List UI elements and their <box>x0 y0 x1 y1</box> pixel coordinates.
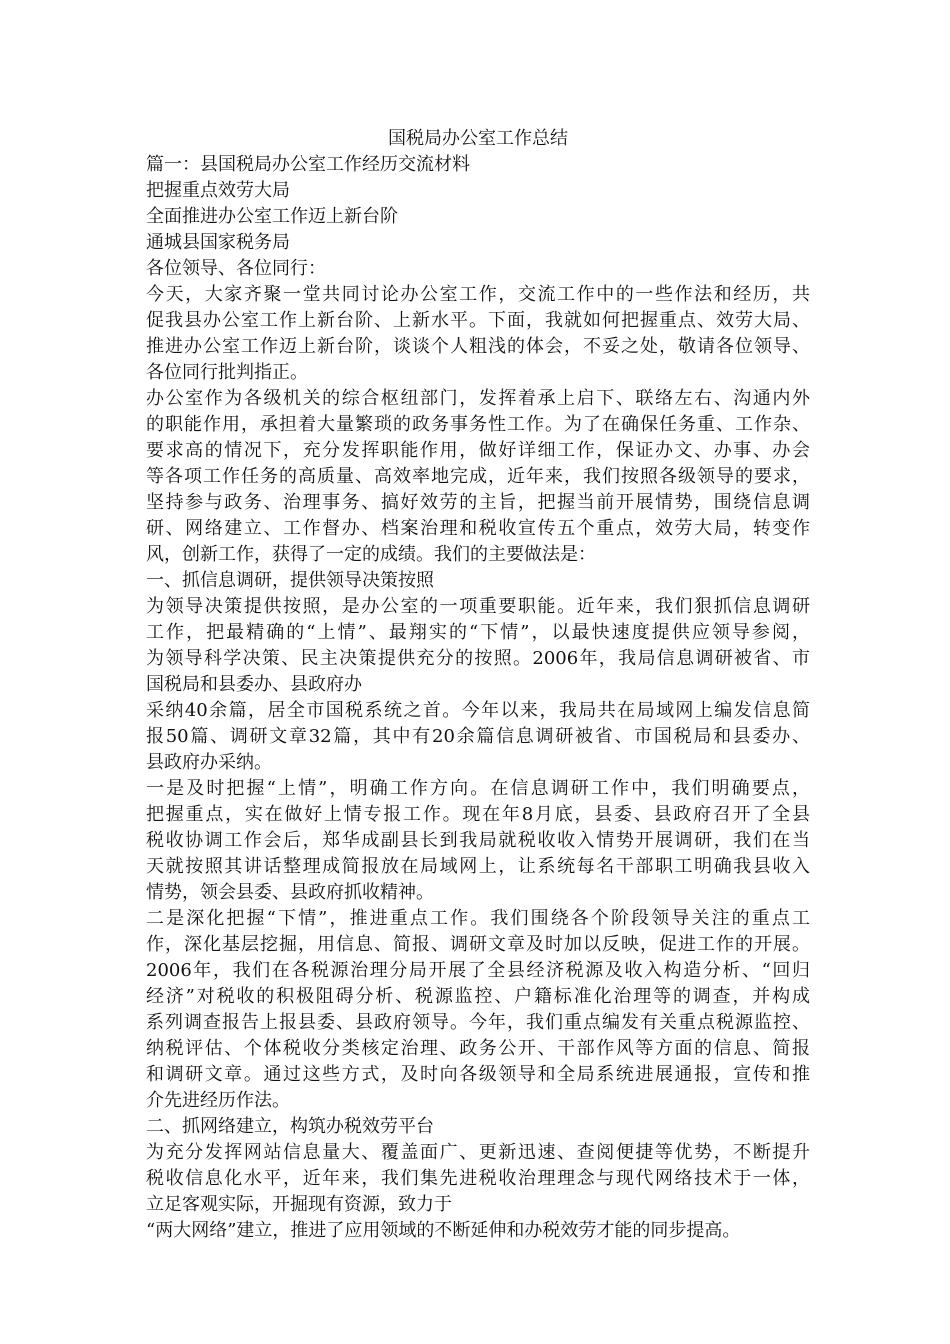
body-line: 坚持参与政务、治理事务、搞好效劳的主旨，把握当前开展情势，围绕信息调 <box>146 492 810 513</box>
body-line: 作，深化基层挖掘，用信息、简报、调研文章及时加以反映，促进工作的开展。 <box>146 934 810 955</box>
section-heading: 一、抓信息调研，提供领导决策按照 <box>146 570 434 591</box>
body-line: 天就按照其讲话整理成简报放在局域网上，让系统每名干部职工明确我县收入 <box>146 856 810 877</box>
section-heading: 篇一：县国税局办公室工作经历交流材料 <box>146 154 470 175</box>
body-line: 县政府办采纳。 <box>146 752 272 773</box>
document-page <box>146 126 810 1244</box>
body-line: 纳税评估、个体税收分类核定治理、政务公开、干部作风等方面的信息、简报 <box>146 1038 810 1059</box>
body-line: 情势，领会县委、县政府抓收精神。 <box>146 882 434 903</box>
body-line: 办公室作为各级机关的综合枢纽部门，发挥着承上启下、联络左右、沟通内外 <box>146 388 810 409</box>
body-line: 和调研文章。通过这些方式，及时向各级领导和全局系统进展通报，宣传和推 <box>146 1064 810 1085</box>
body-line: 风，创新工作，获得了一定的成绩。我们的主要做法是： <box>146 544 596 565</box>
body-line: 二是深化把握“下情”，推进重点工作。我们围绕各个阶段领导关注的重点工 <box>146 908 810 929</box>
body-line: 今天，大家齐聚一堂共同讨论办公室工作，交流工作中的一些作法和经历，共 <box>146 284 810 305</box>
body-line: “两大网络”建立，推进了应用领域的不断延伸和办税效劳才能的同步提高。 <box>146 1220 741 1241</box>
subtitle-line: 把握重点效劳大局 <box>146 180 290 201</box>
body-line: 各位同行批判指正。 <box>146 362 308 383</box>
body-line: 为领导决策提供按照，是办公室的一项重要职能。近年来，我们狠抓信息调研 <box>146 596 810 617</box>
body-line: 工作，把最精确的“上情”、最翔实的“下情”，以最快速度提供应领导参阅， <box>146 622 810 643</box>
body-line: 为充分发挥网站信息量大、覆盖面广、更新迅速、查阅便捷等优势，不断提升 <box>146 1142 810 1163</box>
body-line: 介先进经历作法。 <box>146 1090 290 1111</box>
subtitle-line: 全面推进办公室工作迈上新台阶 <box>146 206 398 227</box>
body-line: 的职能作用，承担着大量繁琐的政务事务性工作。为了在确保任务重、工作杂、 <box>146 414 810 435</box>
body-line: 把握重点，实在做好上情专报工作。现在年8月底，县委、县政府召开了全县 <box>146 804 810 825</box>
body-line: 推进办公室工作迈上新台阶，谈谈个人粗浅的体会，不妥之处，敬请各位领导、 <box>146 336 810 357</box>
document-body <box>146 152 810 1244</box>
body-line: 为领导科学决策、民主决策提供充分的按照。2006年，我局信息调研被省、市 <box>146 648 810 669</box>
body-line: 一是及时把握“上情”，明确工作方向。在信息调研工作中，我们明确要点， <box>146 778 810 799</box>
section-heading: 二、抓网络建立，构筑办税效劳平台 <box>146 1116 434 1137</box>
body-line: 等各项工作任务的高质量、高效率地完成，近年来，我们按照各级领导的要求， <box>146 466 810 487</box>
body-line: 立足客观实际，开掘现有资源，致力于 <box>146 1194 452 1215</box>
document-title: 国税局办公室工作总结 <box>388 128 568 149</box>
body-line: 研、网络建立、工作督办、档案治理和税收宣传五个重点，效劳大局，转变作 <box>146 518 810 539</box>
author-line: 通城县国家税务局 <box>146 232 290 253</box>
body-line: 采纳40余篇，居全市国税系统之首。今年以来，我局共在局域网上编发信息简 <box>146 700 810 721</box>
body-line: 促我县办公室工作上新台阶、上新水平。下面，我就如何把握重点、效劳大局、 <box>146 310 810 331</box>
body-line: 2006年，我们在各税源治理分局开展了全县经济税源及收入构造分析、“回归 <box>146 960 810 981</box>
body-line: 报50篇、调研文章32篇，其中有20余篇信息调研被省、市国税局和县委办、 <box>146 726 810 747</box>
salutation-line: 各位领导、各位同行： <box>146 258 326 279</box>
body-line: 税收协调工作会后，郑华成副县长到我局就税收收入情势开展调研，我们在当 <box>146 830 810 851</box>
body-line: 税收信息化水平，近年来，我们集先进税收治理理念与现代网络技术于一体， <box>146 1168 810 1189</box>
body-line: 国税局和县委办、县政府办 <box>146 674 362 695</box>
body-line: 要求高的情况下，充分发挥职能作用，做好详细工作，保证办文、办事、办会 <box>146 440 810 461</box>
body-line: 经济”对税收的积极阻碍分析、税源监控、户籍标准化治理等的调查，并构成 <box>146 986 810 1007</box>
body-line: 系列调查报告上报县委、县政府领导。今年，我们重点编发有关重点税源监控、 <box>146 1012 810 1033</box>
